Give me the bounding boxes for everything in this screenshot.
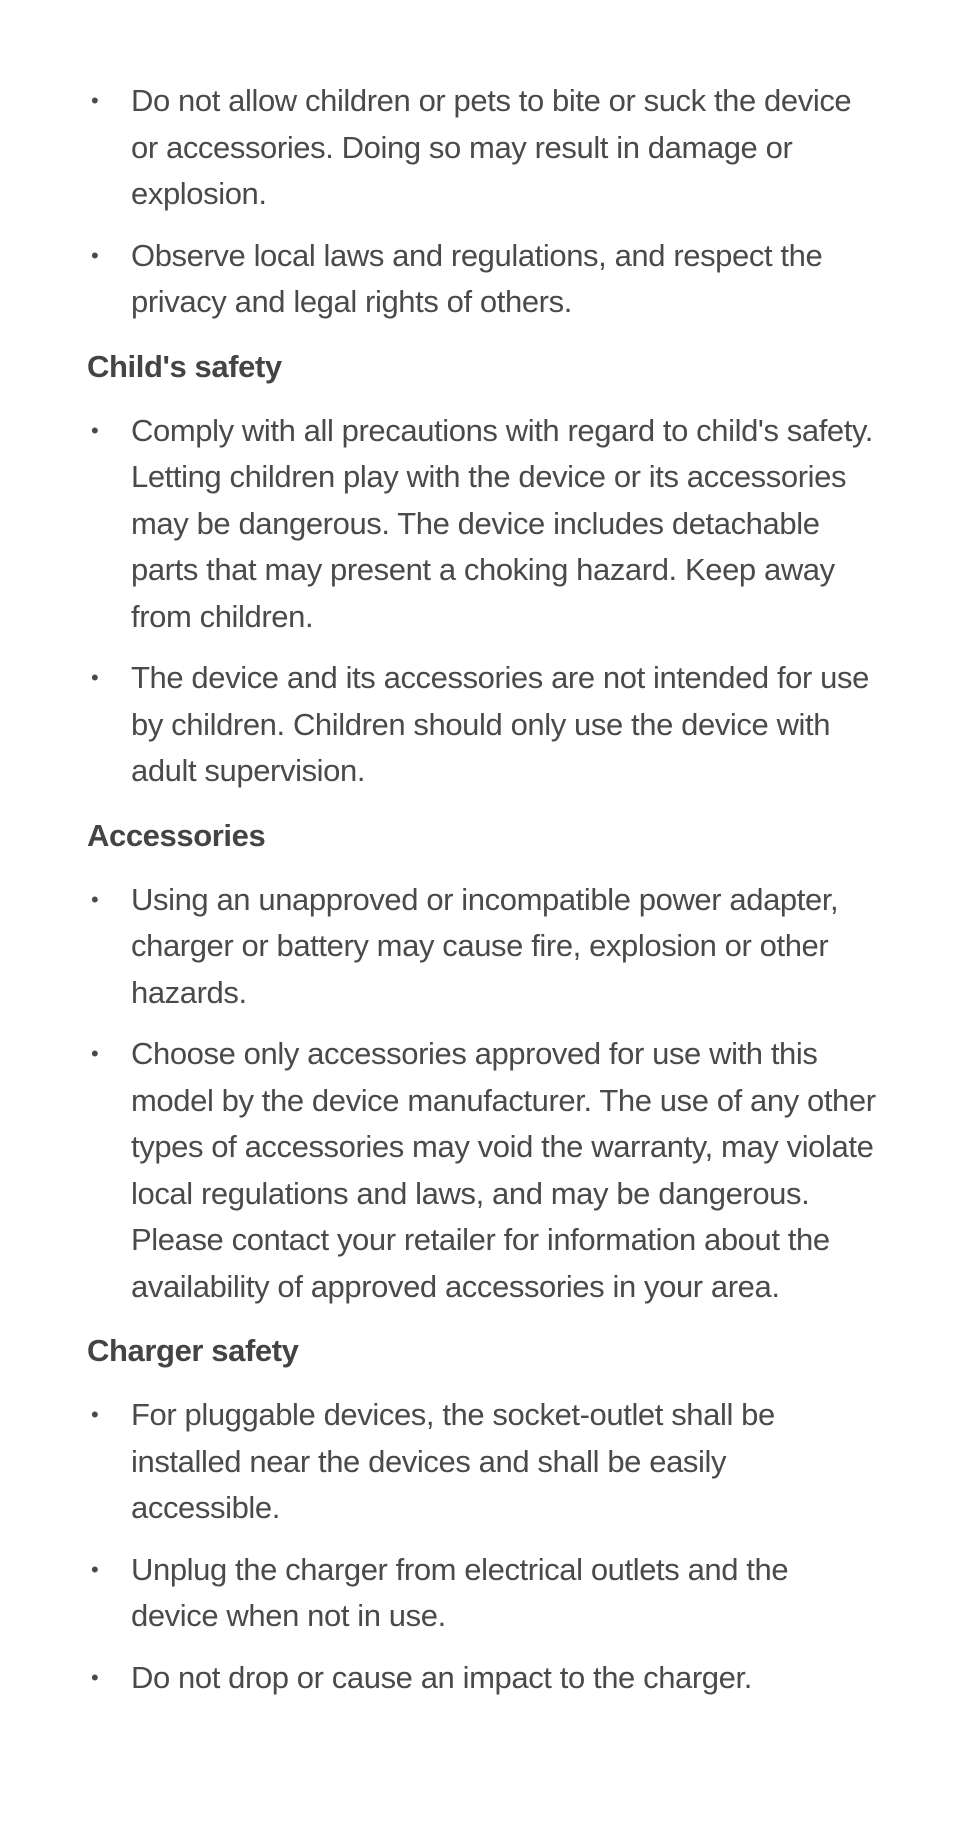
list-item bbox=[87, 78, 877, 218]
section-accessories bbox=[87, 813, 877, 1311]
list-item bbox=[87, 655, 877, 795]
list-item bbox=[87, 408, 877, 641]
list-item-text: Observe local laws and regulations, and respect the privacy and legal rights of others. bbox=[131, 237, 823, 319]
bullet-icon: • bbox=[91, 665, 99, 690]
list-item-text: Choose only accessories approved for use with this model by the device manufacturer. The use of any other types of accessories may void the warranty, may violate local regulations and laws, and may be dangerous. Please contact your retailer for information about the availability of approved accessories in your area. bbox=[131, 1036, 876, 1304]
list-item-text: For pluggable devices, the socket-outlet shall be installed near the devices and shall be easily accessible. bbox=[131, 1397, 775, 1525]
section-childs-safety bbox=[87, 344, 877, 795]
list-item-text: Unplug the charger from electrical outlets and the device when not in use. bbox=[131, 1551, 789, 1633]
document-content bbox=[87, 78, 877, 1701]
list-item bbox=[87, 1392, 877, 1532]
list-item-text: Do not drop or cause an impact to the charger. bbox=[131, 1659, 752, 1695]
list-item bbox=[87, 1547, 877, 1640]
bullet-icon: • bbox=[91, 417, 99, 443]
section-heading: Accessories bbox=[87, 817, 266, 853]
intro-bullet-list bbox=[87, 78, 877, 326]
list-item-text: Do not allow children or pets to bite or suck the device or accessories. Doing so may result in damage or explosion. bbox=[131, 83, 852, 211]
bullet-icon: • bbox=[91, 886, 99, 912]
section-heading: Charger safety bbox=[87, 1333, 299, 1368]
section-charger-safety bbox=[87, 1328, 877, 1701]
bullet-icon: • bbox=[91, 88, 99, 113]
bullet-icon: • bbox=[91, 1556, 99, 1582]
bullet-icon: • bbox=[91, 1041, 99, 1066]
list-item bbox=[87, 1031, 877, 1310]
bullet-icon: • bbox=[91, 1664, 99, 1690]
list-item-text: Using an unapproved or incompatible power adapter, charger or battery may cause fire, explosion or other hazards. bbox=[131, 881, 839, 1010]
bullet-list bbox=[87, 1392, 877, 1701]
list-item-text: Comply with all precautions with regard to child's safety. Letting children play with the device or its accessories may be dangerous. The device includes detachable parts that may present a choking hazard. Keep away from children. bbox=[131, 412, 873, 634]
bullet-icon: • bbox=[91, 242, 99, 268]
list-item bbox=[87, 877, 877, 1017]
list-item bbox=[87, 1655, 877, 1702]
list-item-text: The device and its accessories are not intended for use by children. Children should only use the device with adult supervision. bbox=[131, 660, 869, 788]
bullet-list bbox=[87, 408, 877, 795]
section-heading: Child's safety bbox=[87, 348, 282, 384]
bullet-list bbox=[87, 877, 877, 1311]
bullet-icon: • bbox=[91, 1402, 99, 1427]
list-item bbox=[87, 233, 877, 326]
